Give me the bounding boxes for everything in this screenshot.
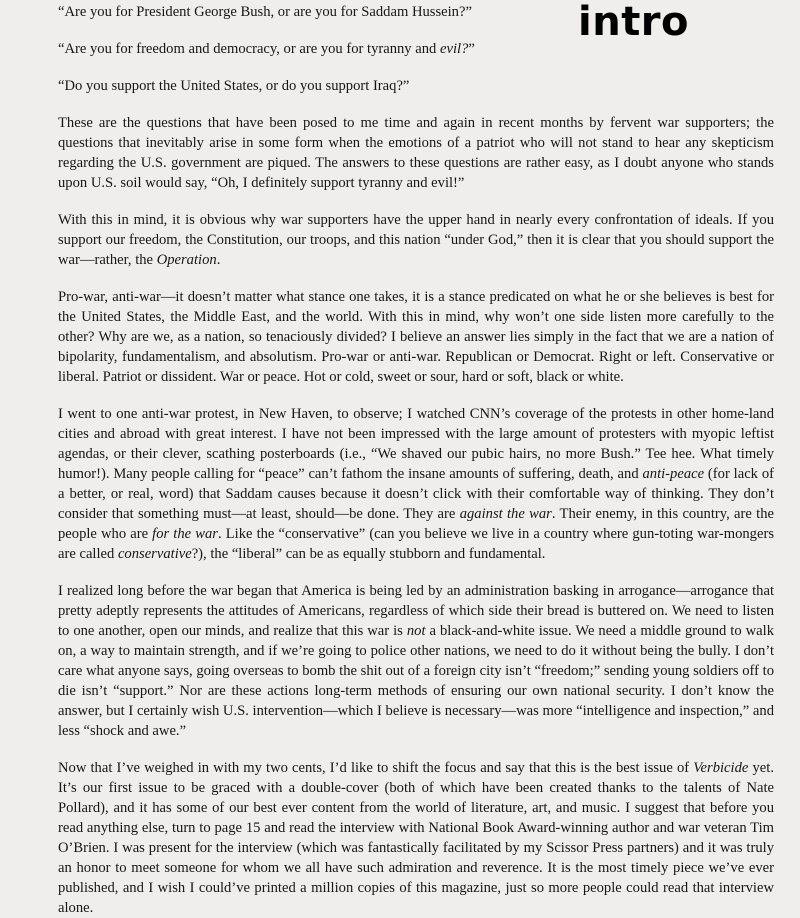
question-line: “Are you for President George Bush, or are you for Saddam Hussein?” (58, 4, 472, 20)
body-paragraph: I realized long before the war began that America is being led by an administration basking in arrogance—arrogance that pretty adeptly represents the attitudes of Americans, regardless of which side their bread is buttered on. We need to listen to one another, open our minds, and realize that this war is not a black-and-white issue. We need a middle ground to walk on, a way to maintain strength, and if we’re going to police other nations, we need to do it without being the bully. I don’t care what anyone says, going overseas to bomb the shit out of a foreign city isn’t “freedom;” sending young soldiers off to die isn’t “support.” Nor are these actions long-term methods of ensuring our own national security. I don’t know the answer, but I certainly wish U.S. intervention—which I believe is necessary—was more “intelligence and inspection,” and less “shock and awe.” (58, 583, 774, 739)
italic-text: conservative (117, 546, 192, 562)
body-paragraph: Now that I’ve weighed in with my two cents, I’d like to shift the focus and say that this is the best issue of Verbicide yet. It’s our first issue to be graced with a double-cover (both of which have been created thanks to the talents of Nate Pollard), and it has some of our best ever content from the world of literature, art, and music. I suggest that before you read anything else, turn to page 15 and read the interview with National Book Award-winning author and war veteran Tim O’Brien. I was present for the interview (which was fantastically facilitated by my Scissor Press partners) and it was truly an honor to meet someone for whom we all have such admiration and reverence. It is the most timely piece we’ve ever published, and I wish I could’ve printed a million copies of this magazine, just so more people could read that interview alone. (58, 760, 774, 916)
intro-heading: intro (578, 0, 690, 45)
italic-text: evil? (439, 41, 469, 57)
question-line: “Do you support the United States, or do you support Iraq?” (58, 78, 410, 94)
article-body (58, 2, 774, 918)
opening-questions (58, 2, 774, 96)
body-paragraph: These are the questions that have been posed to me time and again in recent months by fervent war supporters; the questions that inevitably arise in some form when the emotions of a patriot who will not stand to hear any skepticism regarding the U.S. government are piqued. The answers to these questions are rather easy, as I doubt anyone who stands upon U.S. soil would say, “Oh, I definitely support tyranny and evil!” (58, 115, 774, 191)
question-line: “Are you for freedom and democracy, or are you for tyranny and evil?” (58, 41, 475, 57)
italic-text: anti-peace (642, 466, 705, 482)
italic-text: Operation (156, 252, 217, 268)
body-paragraph: Pro-war, anti-war—it doesn’t matter what stance one takes, it is a stance predicated on what he or she believes is best for the United States, the Middle East, and the world. With this in mind, why won’t one side listen more carefully to the other? Why are we, as a nation, so tenaciously divided? I believe an answer lies simply in the fact that we are a nation of bipolarity, fundamentalism, and absolutism. Pro-war or anti-war. Republican or Democrat. Right or left. Conservative or liberal. Patriot or dissident. War or peace. Hot or cold, sweet or sour, hard or soft, black or white. (58, 289, 774, 385)
body-paragraph: With this in mind, it is obvious why war supporters have the upper hand in nearly every confrontation of ideals. If you support our freedom, the Constitution, our troops, and this nation “under God,” then it is clear that you should support the war—rather, the Operation. (58, 212, 774, 268)
italic-text: not (406, 623, 426, 639)
italic-text: Verbicide (693, 760, 749, 776)
italic-text: against the war (459, 506, 552, 522)
italic-text: for the war (152, 526, 218, 542)
body-paragraph: I went to one anti-war protest, in New Haven, to observe; I watched CNN’s coverage of the protests in other home-land cities and abroad with great interest. I have not been impressed with the large amount of protesters with myopic leftist agendas, or their clever, scathing posterboards (i.e., “We shaved our pubic hairs, no more Bush.” Tee hee. What timely humor!). Many people calling for “peace” can’t fathom the insane amounts of suffering, death, and anti-peace (for lack of a better, or real, word) that Saddam causes because it doesn’t click with their comfortable way of thinking. They don’t consider that something must—at least, should—be done. They are against the war. Their enemy, in this country, are the people who are for the war. Like the “conservative” (can you believe we live in a country where gun-toting war-mongers are called conservative?), the “liberal” can be as equally stubborn and fundamental. (58, 406, 775, 562)
article-paragraphs (58, 113, 774, 918)
